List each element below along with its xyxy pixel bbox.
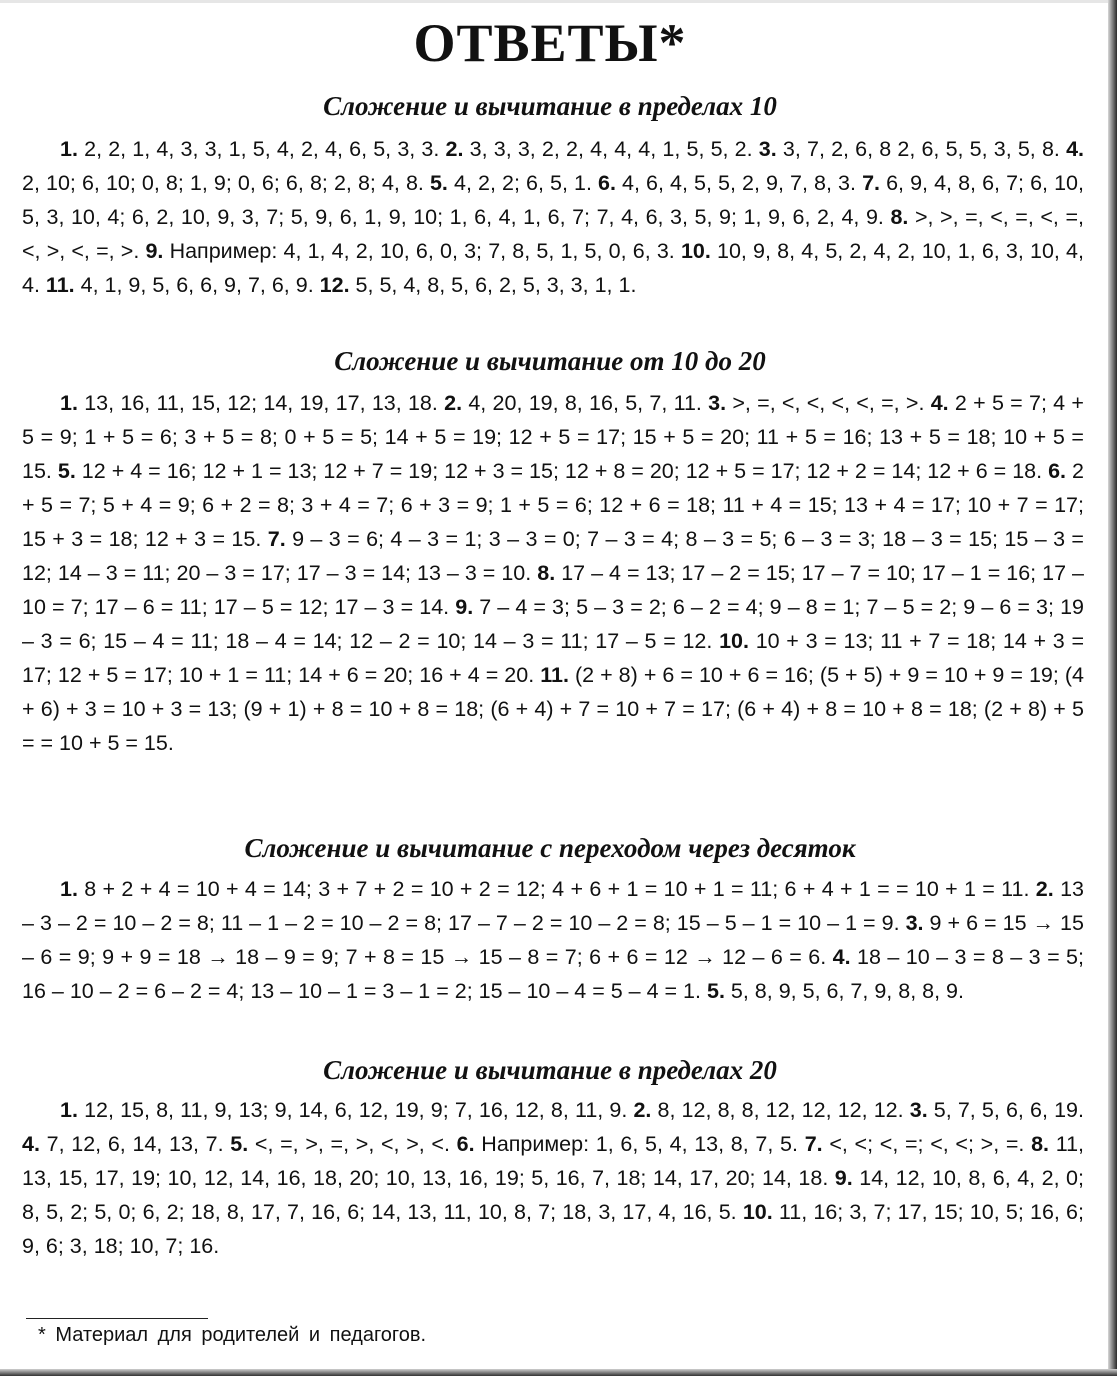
answer-number: 5. xyxy=(230,1132,249,1156)
section-body-within-20 xyxy=(22,1093,1084,1263)
answer-text: 2 + 5 = 7; 4 + 5 = 9; 1 + 5 = 6; 3 + 5 = 8; 0 + 5 = 5; 14 + 5 = 19; 12 + 5 = 17; 15 + 5 = 20; 11 + 5 = 16; 13 + 5 = 18; 10 + 5 = 15. xyxy=(22,391,1084,483)
scan-edge-top xyxy=(0,0,1117,3)
answer-number: 1. xyxy=(60,1098,78,1122)
answer-number: 1. xyxy=(60,137,78,161)
answer-text: 9 – 3 = 6; 4 – 3 = 1; 3 – 3 = 0; 7 – 3 = 4; 8 – 3 = 5; 6 – 3 = 3; 18 – 3 = 15; 15 – 3 = 12; 14 – 3 = 11; 20 – 3 = 17; 17 – 3 = 14; 13 – 3 = 10. xyxy=(22,527,1084,585)
answer-number: 8. xyxy=(890,205,909,229)
answer-text: 10, 9, 8, 4, 5, 2, 4, 2, 10, 1, 6, 3, 10, 4, 4. xyxy=(22,239,1084,297)
answer-number: 4. xyxy=(22,1132,40,1156)
section-body-carry-over xyxy=(22,872,1084,1008)
scan-edge-right xyxy=(1108,0,1117,1376)
answer-number: 10. xyxy=(742,1200,773,1224)
answer-text: 10 + 3 = 13; 11 + 7 = 18; 14 + 3 = 17; 12 + 5 = 17; 10 + 1 = 11; 14 + 6 = 20; 16 + 4 = 20. xyxy=(22,629,1084,687)
answer-number: 7. xyxy=(862,171,880,195)
scan-edge-bottom xyxy=(0,1369,1117,1376)
answer-number: 2. xyxy=(444,391,463,415)
answer-number: 10. xyxy=(719,629,749,653)
answer-number: 8. xyxy=(1031,1132,1050,1156)
answer-text: 11, 13, 15, 17, 19; 10, 12, 14, 16, 18, 20; 10, 13, 16, 19; 5, 16, 7, 18; 14, 17, 20; 14, 18. xyxy=(22,1132,1085,1190)
answer-text: 7 – 4 = 3; 5 – 3 = 2; 6 – 2 = 4; 9 – 8 = 1; 7 – 5 = 2; 9 – 6 = 3; 19 – 3 = 6; 15 – 4 = 11; 18 – 4 = 14; 12 – 2 = 10; 14 – 3 = 11; 17 – 5 = 12. xyxy=(22,595,1084,653)
answer-number: 11. xyxy=(45,273,75,297)
answer-text: <, =, >, =, >, <, >, <. xyxy=(254,1132,450,1156)
answer-number: 5. xyxy=(429,171,448,195)
answer-number: 4. xyxy=(930,391,949,415)
answer-text: (2 + 8) + 6 = 10 + 6 = 16; (5 + 5) + 9 = 10 + 9 = 19; (4 + 6) + 3 = 10 + 3 = 13; (9 + 1) + 8 = 10 + 8 = 18; (6 + 4) + 7 = 10 + 7 = 17; (6 + 4) + 8 = 10 + 8 = 18; (2 + 8) + 5 = = 10 + 5 = 15. xyxy=(22,663,1084,755)
answer-number: 2. xyxy=(445,137,464,161)
answer-text: 8 + 2 + 4 = 10 + 4 = 14; 3 + 7 + 2 = 10 + 2 = 12; 4 + 6 + 1 = 10 + 1 = 11; 6 + 4 + 1 = = 10 + 1 = 11. xyxy=(84,877,1030,901)
answer-text: 3, 3, 3, 2, 2, 4, 4, 4, 1, 5, 5, 2. xyxy=(469,137,753,161)
section-body-10-to-20 xyxy=(22,386,1084,760)
section-heading-within-20: Сложение и вычитание в пределах 20 xyxy=(323,1055,777,1085)
answer-number: 4. xyxy=(1066,137,1084,161)
answer-text: 6, 9, 4, 8, 6, 7; 6, 10, 5, 3, 10, 4; 6, 2, 10, 9, 3, 7; 5, 9, 6, 1, 9, 10; 1, 6, 4, 1, 6, 7; 7, 4, 6, 3, 5, 9; 1, 9, 6, 2, 4, 9. xyxy=(22,171,1084,229)
answer-number: 12. xyxy=(319,273,350,297)
answer-number: 2. xyxy=(1035,877,1054,901)
answer-number: 9. xyxy=(145,239,164,263)
answer-text: 4, 1, 9, 5, 6, 6, 9, 7, 6, 9. xyxy=(80,273,314,297)
answer-number: 8. xyxy=(537,561,556,585)
answer-number: 4. xyxy=(832,945,851,969)
answer-text: 2, 10; 6, 10; 0, 8; 1, 9; 0, 6; 6, 8; 2, 8; 4, 8. xyxy=(22,171,424,195)
answer-number: 3. xyxy=(905,911,924,935)
section-heading-carry-over: Сложение и вычитание с переходом через десяток xyxy=(244,833,856,863)
section-body-within-10 xyxy=(22,132,1084,302)
section-heading-10-to-20: Сложение и вычитание от 10 до 20 xyxy=(334,346,766,376)
answer-number: 9. xyxy=(834,1166,853,1190)
answer-number: 9. xyxy=(455,595,474,619)
answer-text: 13 – 3 – 2 = 10 – 2 = 8; 11 – 1 – 2 = 10 – 2 = 8; 17 – 7 – 2 = 10 – 2 = 8; 15 – 5 – 1 = 10 – 1 = 9. xyxy=(22,877,1084,935)
answer-number: 11. xyxy=(540,663,569,687)
answer-text: 5, 7, 5, 6, 6, 19. xyxy=(933,1098,1084,1122)
answer-number: 5. xyxy=(57,459,76,483)
answer-number: 3. xyxy=(909,1098,928,1122)
answer-number: 7. xyxy=(267,527,286,551)
answer-text: 9 + 6 = 15 → 15 – 6 = 9; 9 + 9 = 18 → 18 – 9 = 9; 7 + 8 = 15 → 15 – 8 = 7; 6 + 6 = 12 → 12 – 6 = 6. xyxy=(22,911,1084,969)
answer-text: 8, 12, 8, 8, 12, 12, 12, 12. xyxy=(657,1098,904,1122)
answer-text: >, >, =, <, =, <, =, <, >, <, =, >. xyxy=(22,205,1084,263)
answer-text: >, =, <, <, <, <, =, >. xyxy=(732,391,925,415)
answer-text: 18 – 10 – 3 = 8 – 3 = 5; 16 – 10 – 2 = 6 – 2 = 4; 13 – 10 – 1 = 3 – 1 = 2; 15 – 10 – 4 = 5 – 4 = 1. xyxy=(22,945,1084,1003)
answer-number: 6. xyxy=(456,1132,475,1156)
answer-number: 6. xyxy=(598,171,616,195)
section-heading-within-10: Сложение и вычитание в пределах 10 xyxy=(323,91,777,121)
answer-number: 2. xyxy=(633,1098,652,1122)
answer-text: 17 – 4 = 13; 17 – 2 = 15; 17 – 7 = 10; 17 – 1 = 16; 17 – 10 = 7; 17 – 6 = 11; 17 – 5 = 12; 17 – 3 = 14. xyxy=(22,561,1084,619)
answer-text: 12 + 4 = 16; 12 + 1 = 13; 12 + 7 = 19; 12 + 3 = 15; 12 + 8 = 20; 12 + 5 = 17; 12 + 2 = 14; 12 + 6 = 18. xyxy=(81,459,1043,483)
answer-number: 1. xyxy=(60,877,78,901)
answer-number: 6. xyxy=(1048,459,1067,483)
answer-text: 13, 16, 11, 15, 12; 14, 19, 17, 13, 18. xyxy=(84,391,438,415)
answer-text: 4, 20, 19, 8, 16, 5, 7, 11. xyxy=(468,391,702,415)
answer-text: Например: 1, 6, 5, 4, 13, 8, 7, 5. xyxy=(481,1132,798,1156)
answer-text: 4, 6, 4, 5, 5, 2, 9, 7, 8, 3. xyxy=(622,171,856,195)
answer-text: 5, 8, 9, 5, 6, 7, 9, 8, 8, 9. xyxy=(730,979,964,1003)
answer-text: 11, 16; 3, 7; 17, 15; 10, 5; 16, 6; 9, 6; 3, 18; 10, 7; 16. xyxy=(22,1200,1084,1258)
answer-text: 3, 7, 2, 6, 8 2, 6, 5, 5, 3, 5, 8. xyxy=(782,137,1060,161)
answer-number: 10. xyxy=(680,239,711,263)
answer-text: 2, 2, 1, 4, 3, 3, 1, 5, 4, 2, 4, 6, 5, 3, 3. xyxy=(84,137,440,161)
answer-text: 5, 5, 4, 8, 5, 6, 2, 5, 3, 3, 1, 1. xyxy=(355,273,637,297)
answer-number: 5. xyxy=(706,979,725,1003)
answer-text: 2 + 5 = 7; 5 + 4 = 9; 6 + 2 = 8; 3 + 4 = 7; 6 + 3 = 9; 1 + 5 = 6; 12 + 6 = 18; 11 + 4 = 15; 13 + 4 = 17; 10 + 7 = 17; 15 + 3 = 18; 12 + 3 = 15. xyxy=(22,459,1084,551)
answer-text: 4, 2, 2; 6, 5, 1. xyxy=(453,171,592,195)
answer-text: Например: 4, 1, 4, 2, 10, 6, 0, 3; 7, 8, 5, 1, 5, 0, 6, 3. xyxy=(169,239,675,263)
answer-text: 14, 12, 10, 8, 6, 4, 2, 0; 8, 5, 2; 5, 0; 6, 2; 18, 8, 17, 7, 16, 6; 14, 13, 11, 10, 8, 7; 18, 3, 17, 4, 16, 5. xyxy=(22,1166,1084,1224)
answer-number: 1. xyxy=(60,391,78,415)
answer-text: 7, 12, 6, 14, 13, 7. xyxy=(46,1132,224,1156)
answer-text: <, <; <, =; <, <; >, =. xyxy=(829,1132,1025,1156)
page-title: ОТВЕТЫ* xyxy=(413,13,687,73)
footnote-divider xyxy=(26,1318,208,1319)
answer-number: 3. xyxy=(758,137,777,161)
answer-text: 12, 15, 8, 11, 9, 13; 9, 14, 6, 12, 19, 9; 7, 16, 12, 8, 11, 9. xyxy=(84,1098,628,1122)
footnote: * Материал для родителей и педагогов. xyxy=(38,1324,427,1346)
answer-number: 7. xyxy=(804,1132,823,1156)
answer-number: 3. xyxy=(708,391,727,415)
